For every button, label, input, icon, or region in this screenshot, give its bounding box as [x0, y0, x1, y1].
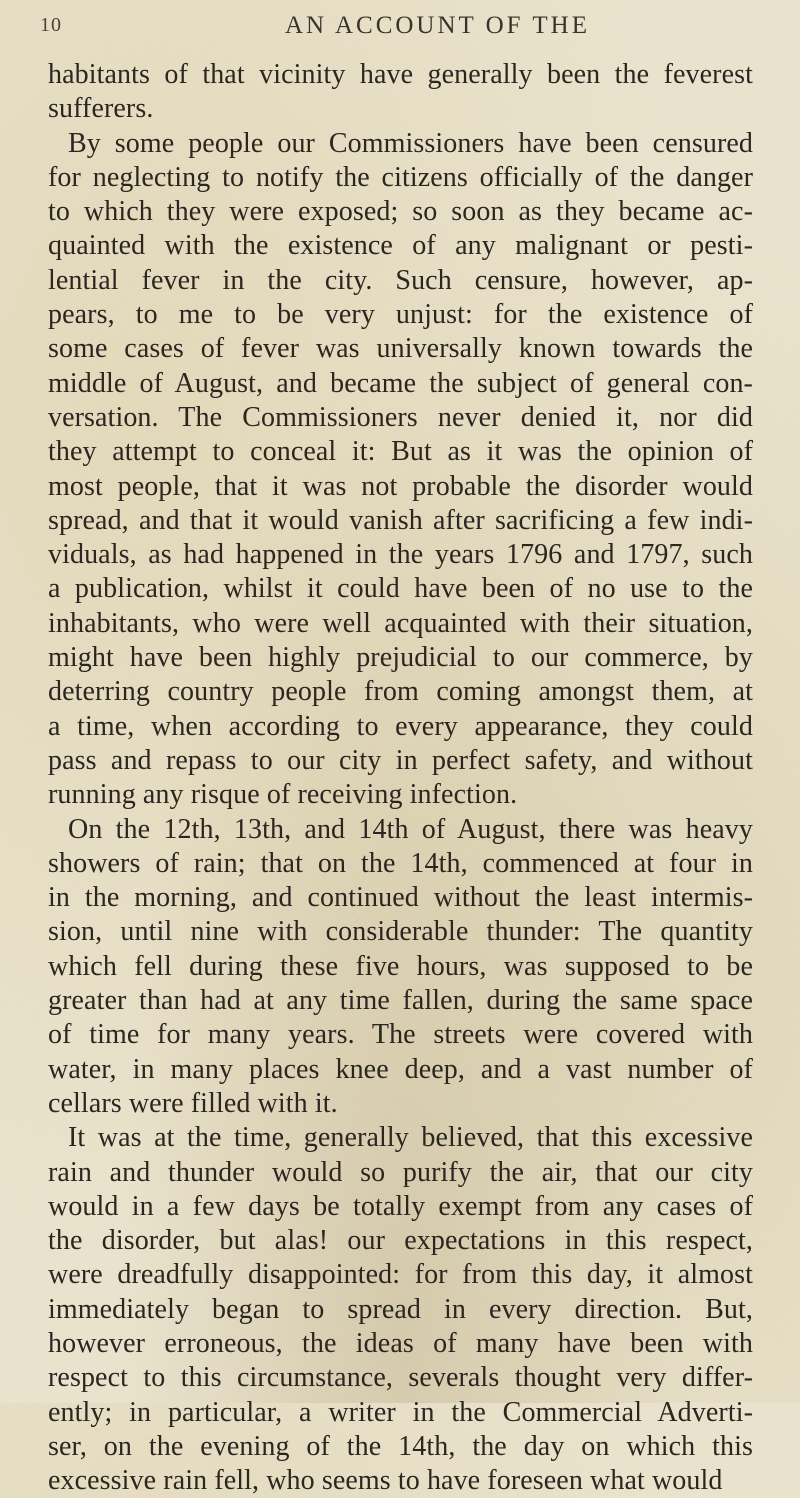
text-line: greater than had at any time fallen, during the same space	[48, 985, 753, 1017]
text-line: rain and thunder would so purify the air, that our city	[48, 1156, 753, 1188]
page-number: 10	[40, 14, 62, 36]
text-line: some cases of fever was universally known towards the	[48, 333, 753, 365]
text-line: to which they were exposed; so soon as they became ac-	[48, 196, 753, 228]
text-line: cellars were filled with it.	[48, 1087, 338, 1119]
text-line: On the 12th, 13th, and 14th of August, there was heavy	[68, 813, 753, 845]
text-line: they attempt to conceal it: But as it was the opinion of	[48, 436, 753, 468]
text-line: however erroneous, the ideas of many have been with	[48, 1327, 753, 1359]
text-line: sufferers.	[48, 93, 154, 125]
text-line: showers of rain; that on the 14th, commenced at four in	[48, 847, 753, 879]
text-line: deterring country people from coming amongst them, at	[48, 676, 753, 708]
text-line: the disorder, but alas! our expectations in this respect,	[48, 1225, 753, 1257]
text-line: excessive rain fell, who seems to have foreseen what would	[48, 1465, 723, 1497]
text-line: quainted with the existence of any malignant or pesti-	[48, 230, 753, 262]
text-line: for neglecting to notify the citizens officially of the danger	[48, 161, 753, 193]
text-line: a time, when according to every appearance, they could	[48, 710, 753, 742]
text-line: respect to this circumstance, severals thought very differ-	[48, 1362, 753, 1394]
text-line: ser, on the evening of the 14th, the day on which this	[48, 1430, 753, 1462]
text-line: habitants of that vicinity have generally been the feverest	[48, 59, 753, 90]
text-line: immediately began to spread in every direction. But,	[48, 1293, 753, 1325]
text-line: which fell during these five hours, was supposed to be	[48, 950, 753, 982]
text-line: lential fever in the city. Such censure, however, ap-	[48, 264, 753, 296]
body-text	[48, 58, 753, 1498]
text-line: running any risque of receiving infection.	[48, 779, 518, 811]
text-line: a publication, whilst it could have been of no use to the	[48, 573, 753, 605]
text-line: ently; in particular, a writer in the Commercial Adverti-	[48, 1396, 753, 1428]
text-line: in the morning, and continued without the least intermis-	[48, 882, 753, 914]
text-line: pass and repass to our city in perfect safety, and without	[48, 744, 753, 776]
text-line: middle of August, and became the subject of general con-	[48, 367, 753, 399]
text-line: pears, to me to be very unjust: for the existence of	[48, 299, 753, 331]
running-head: AN ACCOUNT OF THE	[285, 12, 590, 39]
text-line: might have been highly prejudicial to our commerce, by	[48, 642, 753, 674]
text-line: were dreadfully disappointed: for from this day, it almost	[48, 1259, 753, 1291]
text-line: spread, and that it would vanish after sacrificing a few indi-	[48, 504, 753, 536]
page-header	[40, 8, 760, 48]
text-line: water, in many places knee deep, and a vast number of	[48, 1053, 753, 1085]
text-line: inhabitants, who were well acquainted with their situation,	[48, 607, 753, 639]
text-line: of time for many years. The streets were covered with	[48, 1019, 753, 1051]
text-line: viduals, as had happened in the years 1796 and 1797, such	[48, 539, 753, 571]
text-line: most people, that it was not probable the disorder would	[48, 470, 753, 502]
text-line: would in a few days be totally exempt from any cases of	[48, 1190, 753, 1222]
text-line: By some people our Commissioners have been censured	[68, 127, 753, 159]
text-line: sion, until nine with considerable thunder: The quantity	[48, 916, 753, 948]
text-line: It was at the time, generally believed, that this excessive	[68, 1122, 753, 1154]
text-line: versation. The Commissioners never denied it, nor did	[48, 401, 753, 433]
